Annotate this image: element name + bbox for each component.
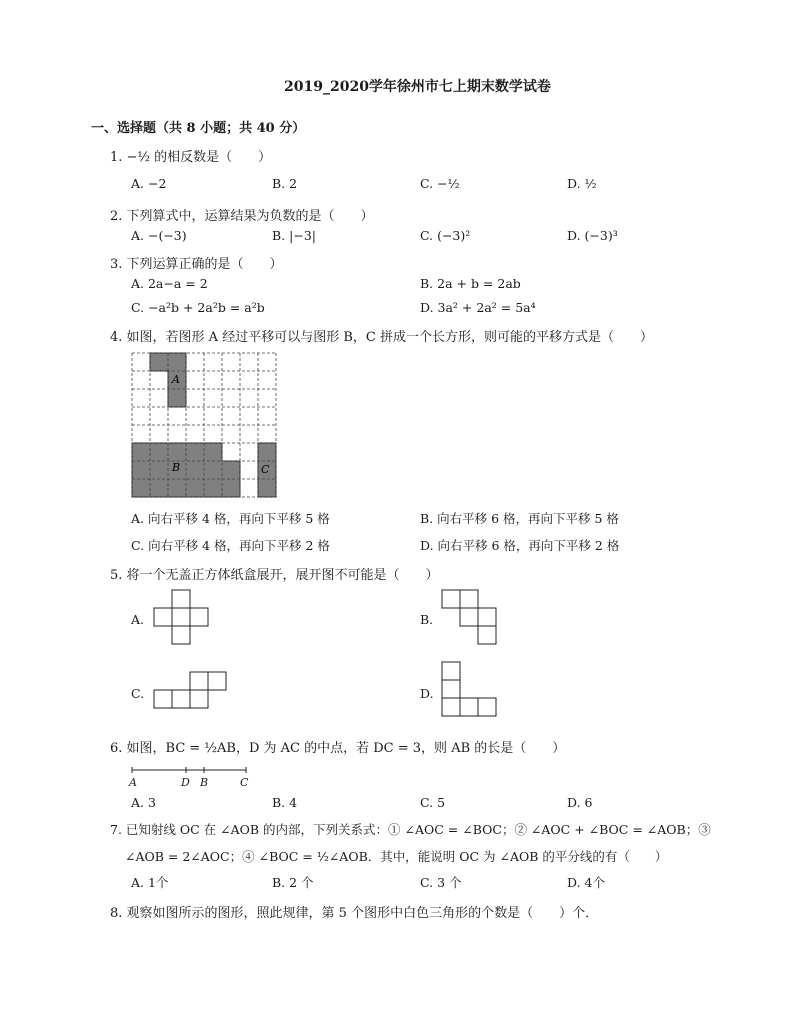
q2-option-b: B. |−3| (272, 228, 316, 243)
q6-option-c: C. 5 (420, 795, 446, 810)
point-c-label: C (240, 776, 249, 789)
q4-option-a: A. 向右平移 4 格，再向下平移 5 格 (131, 511, 330, 526)
q4-grid-figure (132, 353, 276, 497)
question-8-stem: 8. 观察如图所示的图形，照此规律，第 5 个图形中白色三角形的个数是（ ）个． (110, 906, 599, 921)
question-7-line-2: ∠AOB = 2∠AOC；④ ∠BOC = ½∠AOB．其中，能说明 OC 为 ∠AOB 的平分线的有（ ） (125, 849, 668, 864)
q5-net-a (154, 590, 208, 644)
q1-option-a: A. −2 (131, 176, 167, 191)
q7-option-d: D. 4个 (567, 875, 605, 890)
label-c: C (261, 463, 270, 476)
q5-net-c (154, 672, 226, 708)
q5-net-d (442, 662, 496, 716)
q7-option-c: C. 3 个 (420, 875, 462, 890)
q2-option-a: A. −(−3) (131, 228, 187, 243)
q2-option-d: D. (−3)³ (567, 228, 618, 243)
q6-option-b: B. 4 (272, 795, 298, 810)
q2-option-c: C. (−3)² (420, 228, 471, 243)
q5-option-b-label: B. (420, 612, 434, 627)
q3-option-d: D. 3a² + 2a² = 5a⁴ (420, 300, 536, 315)
question-3-stem: 3. 下列运算正确的是（ ） (110, 257, 283, 272)
q7-option-b: B. 2 个 (272, 875, 314, 890)
point-b-label: B (200, 776, 209, 789)
q5-option-d-label: D. (420, 686, 434, 701)
q4-option-c: C. 向右平移 4 格，再向下平移 2 格 (131, 538, 330, 553)
question-6-stem: 6. 如图，BC = ½AB，D 为 AC 的中点，若 DC = 3，则 AB 的长是（ ） (110, 741, 566, 756)
point-a-label: A (129, 776, 137, 789)
q1-option-d: D. ½ (567, 176, 597, 191)
section-heading: 一、选择题（共 8 小题；共 40 分） (91, 121, 306, 136)
q4-option-b: B. 向右平移 6 格，再向下平移 5 格 (420, 511, 619, 526)
question-4-stem: 4. 如图，若图形 A 经过平移可以与图形 B，C 拼成一个长方形，则可能的平移方式是（ ） (110, 330, 653, 345)
question-5-stem: 5. 将一个无盖正方体纸盒展开，展开图不可能是（ ） (110, 568, 439, 583)
question-2-stem: 2. 下列算式中，运算结果为负数的是（ ） (110, 209, 374, 224)
q6-line-segment (128, 762, 252, 790)
q3-option-c: C. −a²b + 2a²b = a²b (131, 300, 265, 315)
q1-option-b: B. 2 (272, 176, 298, 191)
q7-option-a: A. 1个 (131, 875, 169, 890)
q5-option-a-label: A. (131, 612, 145, 627)
question-7-line-1: 7. 已知射线 OC 在 ∠AOB 的内部，下列关系式：① ∠AOC = ∠BOC；② ∠AOC + ∠BOC = ∠AOB；③ (110, 822, 711, 837)
q6-option-d: D. 6 (567, 795, 593, 810)
q6-option-a: A. 3 (131, 795, 156, 810)
q3-option-a: A. 2a−a = 2 (131, 276, 208, 291)
label-a: A (172, 373, 180, 386)
question-1-stem: 1. −½ 的相反数是（ ） (110, 150, 272, 165)
q4-option-d: D. 向右平移 6 格，再向下平移 2 格 (420, 538, 620, 553)
q5-option-c-label: C. (131, 686, 145, 701)
label-b: B (172, 461, 181, 474)
q3-option-b: B. 2a + b = 2ab (420, 276, 521, 291)
q5-net-b (442, 590, 496, 644)
point-d-label: D (181, 776, 190, 789)
page-title: 2019_2020学年徐州市七上期末数学试卷 (284, 79, 551, 95)
q1-option-c: C. −½ (420, 176, 460, 191)
